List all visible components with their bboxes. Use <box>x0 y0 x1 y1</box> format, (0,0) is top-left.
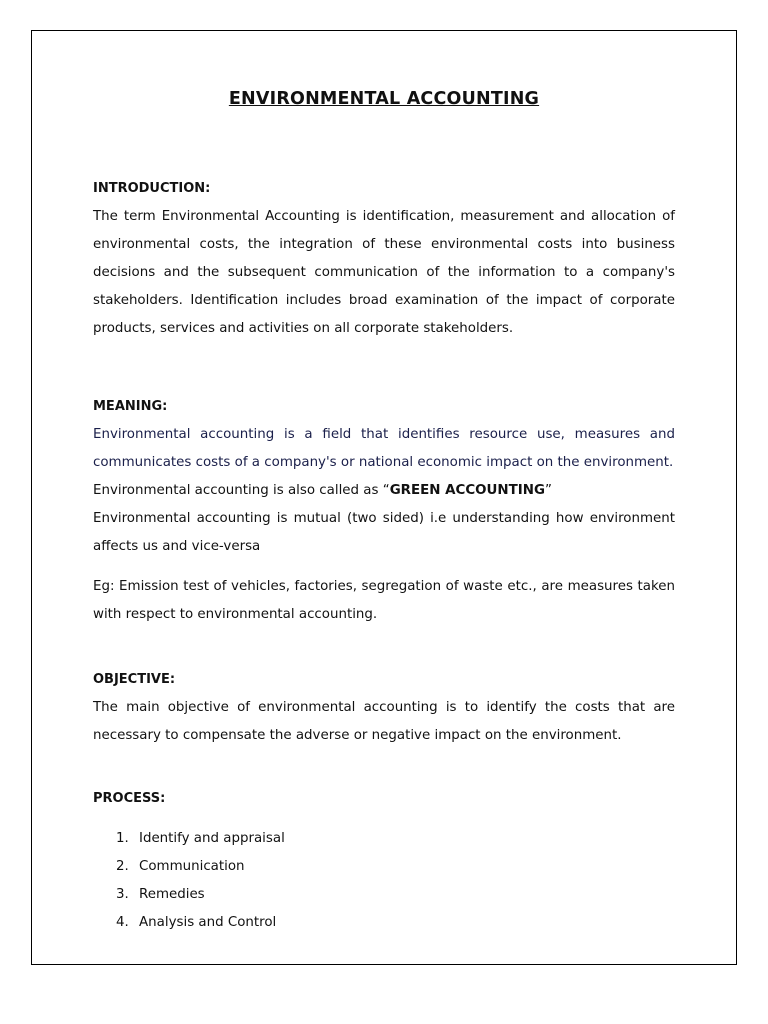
list-item <box>93 909 285 937</box>
process-list <box>93 825 285 937</box>
green-accounting-term: GREEN ACCOUNTING <box>389 483 545 498</box>
document-title: ENVIRONMENTAL ACCOUNTING <box>228 89 540 109</box>
list-item <box>93 853 285 881</box>
introduction-heading: INTRODUCTION: <box>93 181 211 196</box>
list-item-label: Communication <box>139 859 245 874</box>
meaning-example: Eg: Emission test of vehicles, factories, segregation of waste etc., are measures taken with respect to environmental accounting. <box>93 579 675 622</box>
meaning-also-called <box>93 477 675 505</box>
meaning-definition: Environmental accounting is a field that identifies resource use, measures and communicates costs of a company's or national economic impact on the environment. <box>93 427 675 470</box>
list-item-number: 2. <box>116 859 129 874</box>
also-called-suffix: ” <box>544 483 552 498</box>
meaning-mutual: Environmental accounting is mutual (two sided) i.e understanding how environment affects us and vice-versa <box>93 511 675 554</box>
meaning-heading: MEANING: <box>93 399 168 414</box>
list-item-number: 3. <box>116 887 129 902</box>
list-item-label: Identify and appraisal <box>139 831 285 846</box>
process-heading: PROCESS: <box>93 791 166 806</box>
list-item <box>93 825 285 853</box>
list-item-label: Remedies <box>139 887 205 902</box>
also-called-prefix: Environmental accounting is also called as “ <box>93 483 390 498</box>
objective-text: The main objective of environmental accounting is to identify the costs that are necessary to compensate the adverse or negative impact on the environment. <box>93 700 675 743</box>
list-item-label: Analysis and Control <box>139 915 277 930</box>
list-item-number: 4. <box>116 915 129 930</box>
objective-heading: OBJECTIVE: <box>93 672 176 687</box>
list-item <box>93 881 285 909</box>
introduction-text: The term Environmental Accounting is identification, measurement and allocation of environmental costs, the integration of these environmental costs into business decisions and the subsequent communication of the information to a company's stakeholders. Identification includes broad examination of the impact of corporate products, services and activities on all corporate stakeholders. <box>93 209 675 336</box>
list-item-number: 1. <box>116 831 129 846</box>
